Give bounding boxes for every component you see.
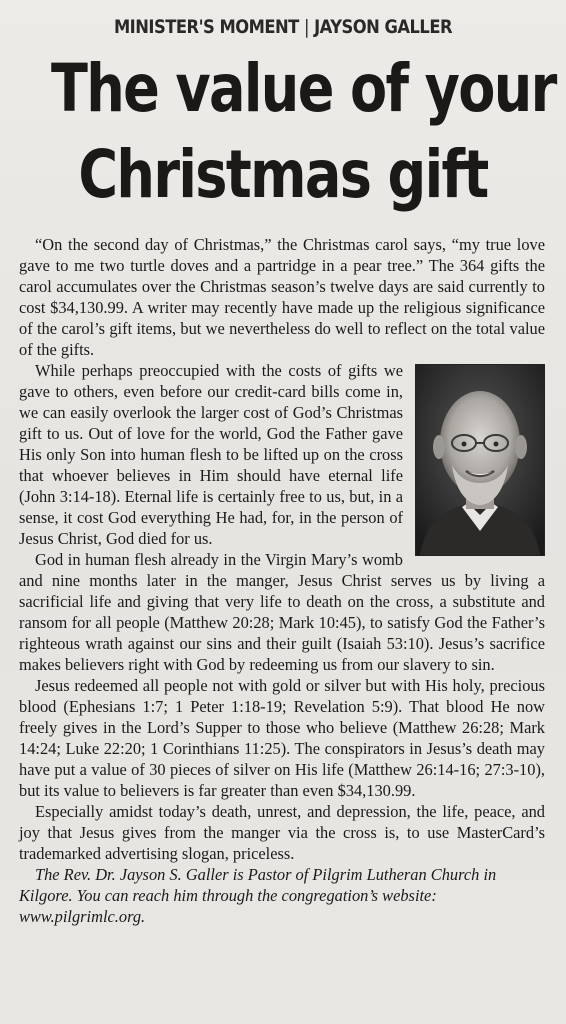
paragraph-2: While perhaps preoccupied with the costs of gifts we gave to others, even before our credit-card bills come in, we can easily overlook the larger cost of God’s Christmas gift to us. Out of love for the world, God the Father gave His only Son into human flesh to be lifted up on the cross that whoever believes in Him should have eternal life (John 3:14-18). Eternal life is certainly free to us, but, in a sense, it cost God everything He had, for, in the person of Jesus Christ, God died for us. <box>19 361 403 548</box>
kicker-separator: | <box>303 16 309 38</box>
headline-line-2: Christmas gift <box>78 136 488 213</box>
paragraph-5: Especially amidst today’s death, unrest, and depression, the life, peace, and joy that Jesus gives from the manger via the cross is, to use MasterCard’s trademarked advertising slogan, priceless. <box>19 802 545 863</box>
portrait-photo-icon <box>416 365 544 555</box>
column-kicker <box>40 16 527 38</box>
author-tagline: The Rev. Dr. Jayson S. Galler is Pastor of Pilgrim Lutheran Church in Kilgore. You can reach him through the congregation’s website: www.pilgrimlc.org. <box>19 865 497 926</box>
headline <box>0 46 566 218</box>
article-body <box>19 234 545 927</box>
headline-line-1: The value of your <box>50 50 556 127</box>
paragraph-4: Jesus redeemed all people not with gold or silver but with His holy, precious blood (Ephesians 1:7; 1 Peter 1:18-19; Revelation 5:9). That blood He now freely gives in the Lord’s Supper to those who believe (Matthew 26:28; Mark 14:24; Luke 22:20; 1 Corinthians 11:25). The conspirators in Jesus’s death may have put a value of 30 pieces of silver on His life (Matthew 26:14-16; 27:3-10), but its value to believers is far greater than even $34,130.99. <box>19 676 545 800</box>
section-name: MINISTER'S MOMENT <box>113 16 299 38</box>
author-name: JAYSON GALLER <box>314 16 453 38</box>
portrait-photo <box>415 364 545 556</box>
paragraph-3: God in human flesh already in the Virgin Mary’s womb and nine months later in the manger, Jesus Christ serves us by living a sacrificial life and giving that very life to death on the cross, a substitute and ransom for all people (Matthew 20:28; Mark 10:45), to satisfy God the Father’s righteous wrath against our sins and their guilt (Isaiah 53:10). Jesus’s sacrifice makes believers right with God by redeeming us from our slavery to sin. <box>19 550 545 674</box>
paragraph-1: “On the second day of Christmas,” the Christmas carol says, “my true love gave to me two turtle doves and a partridge in a pear tree.” The 364 gifts the carol accumulates over the Christmas season’s twelve days are said currently to cost $34,130.99. A writer may recently have made up the religious significance of the carol’s gift items, but we nevertheless do well to reflect on the total value of the gifts. <box>19 235 545 359</box>
